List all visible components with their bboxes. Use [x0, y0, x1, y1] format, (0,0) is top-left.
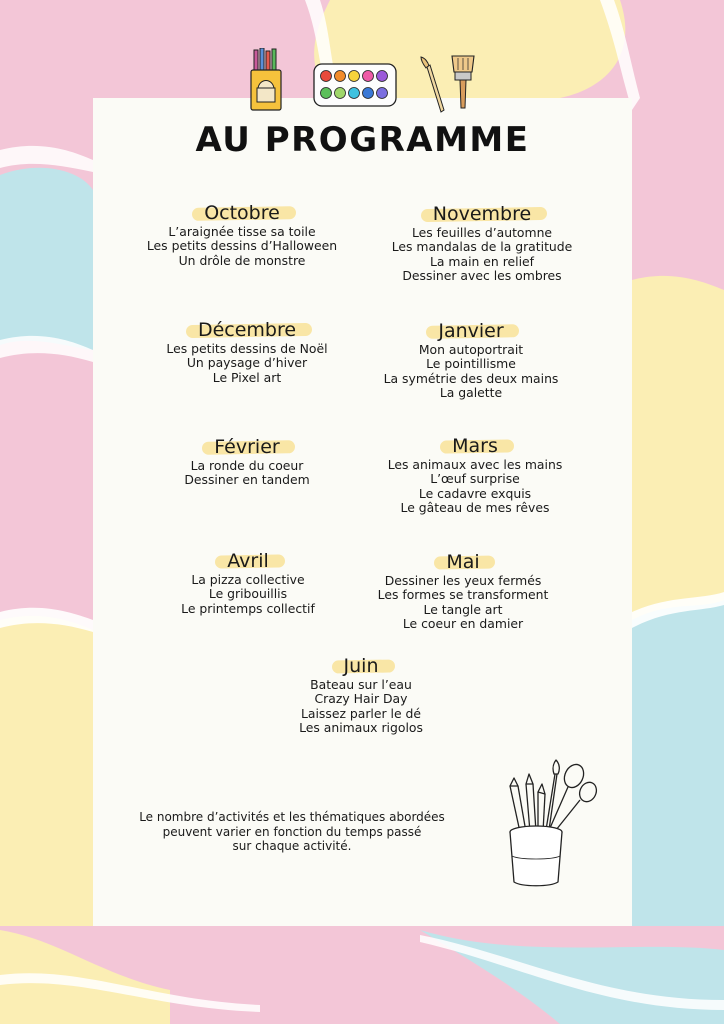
- activity-item: Dessiner les yeux fermés: [384, 573, 542, 588]
- month-avril: [128, 549, 368, 616]
- activity-item: Le gâteau de mes rêves: [400, 499, 550, 515]
- flat-brush-icon: [448, 52, 478, 112]
- activity-item: Le Pixel art: [212, 369, 282, 385]
- month-name: Janvier: [426, 319, 515, 343]
- activity-item: Un drôle de monstre: [178, 252, 306, 268]
- month-name: Mars: [440, 434, 510, 458]
- footnote-line: sur chaque activité.: [232, 839, 352, 853]
- month-fevrier: [127, 435, 367, 488]
- activity-item: La pizza collective: [191, 572, 305, 587]
- activity-item: L’œuf surprise: [430, 471, 520, 487]
- activity-item: Les mandalas de la gratitude: [391, 239, 573, 255]
- activity-item: Le cadavre exquis: [418, 485, 532, 501]
- footnote: [122, 810, 462, 854]
- activity-item: Laissez parler le dé: [300, 705, 422, 721]
- month-name: Juin: [332, 654, 391, 678]
- activity-item: Le tangle art: [423, 601, 503, 617]
- month-name: Mai: [434, 550, 491, 574]
- activity-item: La ronde du coeur: [190, 458, 304, 473]
- activity-item: La main en relief: [429, 253, 535, 269]
- footnote-line: peuvent varier en fonction du temps passé: [162, 824, 422, 839]
- month-name: Avril: [215, 549, 281, 573]
- activity-item: La galette: [439, 384, 503, 400]
- activity-item: Les animaux avec les mains: [387, 457, 563, 472]
- activity-item: Mon autoportrait: [418, 342, 524, 357]
- activity-item: La symétrie des deux mains: [383, 370, 559, 386]
- activity-item: Un paysage d’hiver: [186, 355, 308, 371]
- activity-item: Bateau sur l’eau: [310, 677, 412, 692]
- month-name: Février: [202, 435, 291, 459]
- month-name: Octobre: [192, 201, 292, 225]
- activity-item: Les feuilles d’automne: [411, 225, 553, 240]
- month-name: Décembre: [186, 318, 308, 342]
- activity-item: Les formes se transforment: [377, 587, 549, 603]
- activity-item: Les animaux rigolos: [299, 719, 423, 735]
- activity-item: Les petits dessins d’Halloween: [146, 238, 338, 254]
- watercolor-palette-icon: [312, 62, 398, 110]
- month-mai: [343, 550, 583, 631]
- activity-item: Le gribouillis: [208, 586, 288, 602]
- activity-item: Crazy Hair Day: [314, 691, 408, 707]
- month-decembre: [127, 318, 367, 385]
- activity-item: Le pointillisme: [426, 356, 516, 372]
- page-title: AU PROGRAMME: [195, 120, 530, 160]
- month-juin: [241, 654, 481, 735]
- activity-item: Dessiner avec les ombres: [402, 267, 562, 283]
- footnote-line: Le nombre d’activités et les thématiques abordées: [139, 810, 445, 824]
- month-mars: [355, 434, 595, 515]
- activity-item: Les petits dessins de Noël: [166, 341, 328, 356]
- activity-item: Dessiner en tandem: [184, 472, 310, 488]
- month-octobre: [122, 201, 362, 268]
- pencil-cup-icon: [498, 756, 602, 890]
- month-janvier: [351, 319, 591, 400]
- month-novembre: [362, 202, 602, 283]
- crayon-box-icon: [248, 48, 286, 114]
- month-name: Novembre: [421, 202, 543, 226]
- activity-item: Le printemps collectif: [181, 600, 315, 616]
- paintbrush-icon: [418, 54, 448, 114]
- activity-item: Le coeur en damier: [402, 615, 524, 631]
- activity-item: L’araignée tisse sa toile: [168, 224, 316, 239]
